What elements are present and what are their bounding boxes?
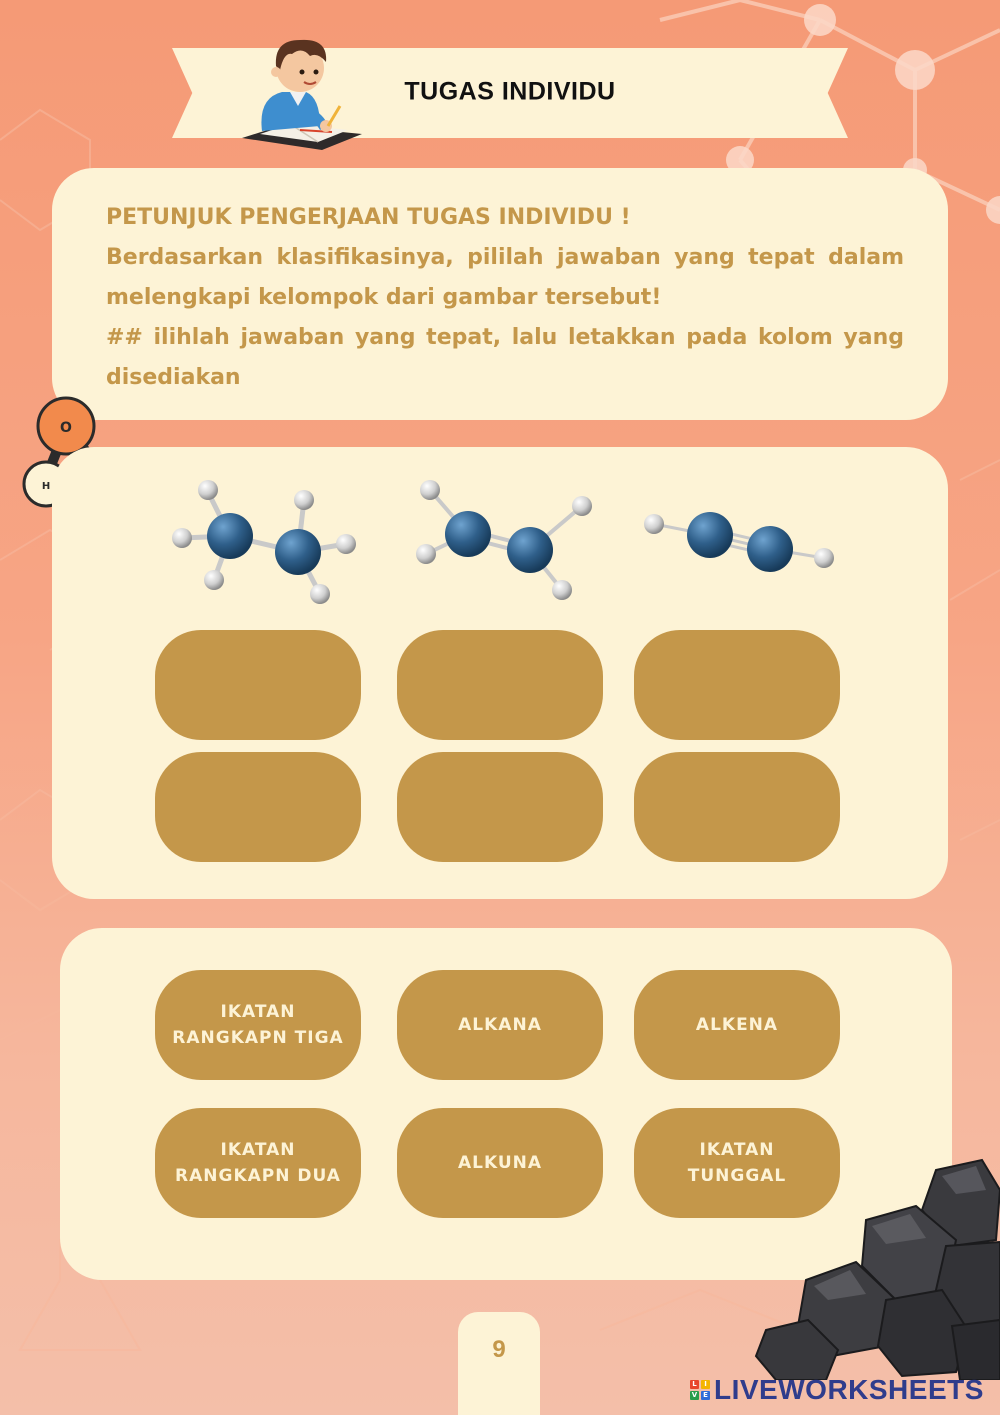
instructions-line-1: Berdasarkan klasifikasinya, pililah jawaban yang tepat dalam melengkapi kelompok dari gambar tersebut! (106, 245, 904, 310)
drop-slot-ethene-1[interactable] (397, 630, 603, 740)
answer-chip-ikatan-rangkap-tiga[interactable]: IKATAN RANGKAPN TIGA (155, 970, 361, 1080)
logo-letter-e: E (701, 1391, 710, 1400)
answer-chip-ikatan-tunggal[interactable]: IKATAN TUNGGAL (634, 1108, 840, 1218)
logo-letter-v: V (691, 1391, 698, 1399)
liveworksheets-brand-text: LIVEWORKSHEETS (714, 1374, 984, 1405)
page-number: 9 (492, 1336, 506, 1363)
drop-slot-ethene-2[interactable] (397, 752, 603, 862)
drop-slot-ethyne-1[interactable] (634, 630, 840, 740)
answer-chip-alkana[interactable]: ALKANA (397, 970, 603, 1080)
answer-chip-alkuna[interactable]: ALKUNA (397, 1108, 603, 1218)
instructions-text (106, 198, 904, 398)
drop-slot-ethane-1[interactable] (155, 630, 361, 740)
ethene-molecule-icon (406, 472, 606, 612)
instructions-line-2: ## ilihlah jawaban yang tepat, lalu letakkan pada kolom yang disediakan (106, 325, 904, 390)
logo-letter-l: L (690, 1380, 699, 1389)
answer-chip-alkena[interactable]: ALKENA (634, 970, 840, 1080)
drop-slot-ethyne-2[interactable] (634, 752, 840, 862)
drop-slot-ethane-2[interactable] (155, 752, 361, 862)
answer-chip-ikatan-rangkap-dua[interactable]: IKATAN RANGKAPN DUA (155, 1108, 361, 1218)
student-writing-icon (240, 26, 365, 151)
liveworksheets-logo[interactable] (690, 1372, 990, 1408)
liveworksheets-logo-icon (690, 1380, 710, 1400)
hydrogen-label-1: H (41, 481, 51, 492)
coal-pile-icon (746, 1150, 1000, 1380)
ethane-molecule-icon (160, 472, 370, 612)
logo-letter-i: I (701, 1380, 710, 1389)
page-title: TUGAS INDIVIDU (404, 77, 616, 106)
ethyne-molecule-icon (636, 496, 846, 586)
oxygen-label: O (60, 420, 72, 436)
instructions-heading: PETUNJUK PENGERJAAN TUGAS INDIVIDU ! (106, 205, 631, 230)
